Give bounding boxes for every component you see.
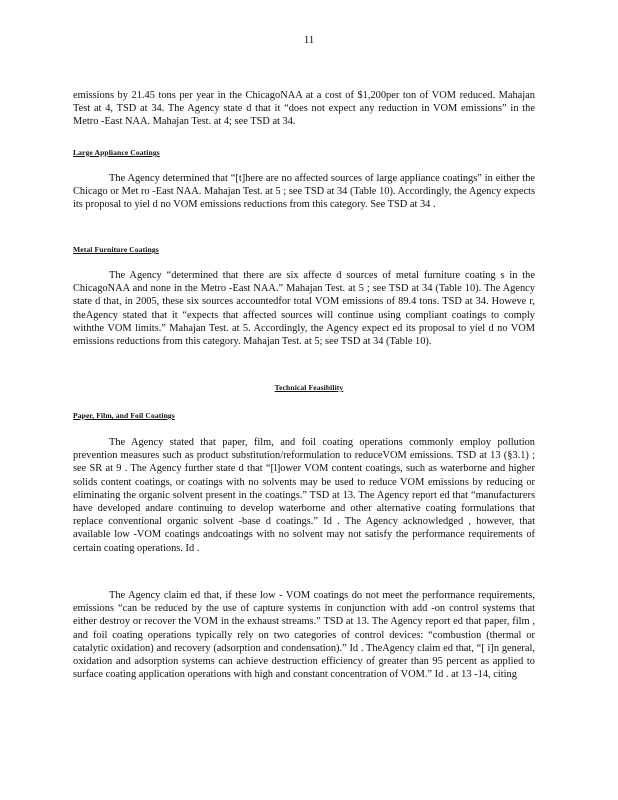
paragraph-capture-systems: The Agency claim ed that, if these low - VOM coatings do not meet the performance requirements, emissions “can be reduced by the use of capture systems in conjunction with add -on control systems that either destroy or recover the VOM in the exhaust streams.” TSD at 13. The Agency report ed that paper, film , and foil coating operations typically rely on two categories of control devices: “combustion (thermal or catalytic oxidation) and recovery (adsorption and condensation).” Id . TheAgency claim ed that, “[ i]n general, oxidation and adsorption systems can achieve destruction efficiency of greater than 95 percent as applied to surface coating application operations with high and constant concentration of VOM.” Id . at 13 -14, citing xyxy=(73,590,535,681)
page-number: 11 xyxy=(303,34,315,46)
heading-technical-feasibility: Technical Feasibility xyxy=(274,383,344,392)
heading-large-appliance-coatings: Large Appliance Coatings xyxy=(73,148,160,157)
heading-paper-film-foil-coatings: Paper, Film, and Foil Coatings xyxy=(73,411,175,420)
heading-metal-furniture-coatings: Metal Furniture Coatings xyxy=(73,245,159,254)
paragraph-paper-film-foil: The Agency stated that paper, film, and foil coating operations commonly employ pollution prevention measures such as product substitution/reformulation to reduceVOM emissions. TSD at 13 (§3.1) ; see SR at 9 . The Agency further state d that “[l]ower VOM content coatings, such as waterborne and higher solids content coatings, or coatings with no solvents may be used to reduce VOM emissions by reducing or eliminating the organic solvent present in the coatings.” TSD at 13. The Agency report ed that “manufacturers have developed andare continuing to develop waterborne and other alternative coating formulations that replace conventional organic solvent -base d coatings.” Id . The Agency acknowledged , however, that available low -VOM coatings andcoatings with no solvent may not satisfy the performance requirements of certain coating operations. Id . xyxy=(73,437,535,554)
paragraph-large-appliance: The Agency determined that “[t]here are no affected sources of large appliance coatings” in either the Chicago or Met ro -East NAA. Mahajan Test. at 5 ; see TSD at 34 (Table 10). Accordingly, the Agency expects its proposal to yiel d no VOM emissions reductions from this category. See TSD at 34 . xyxy=(73,173,535,211)
paragraph-chicago-emissions: emissions by 21.45 tons per year in the ChicagoNAA at a cost of $1,200per ton of VOM reduced. Mahajan Test at 4, TSD at 34. The Agency state d that it “does not expect any reduction in VOM emissions” in the Metro -East NAA. Mahajan Test. at 4; see TSD at 34. xyxy=(73,90,535,128)
paragraph-metal-furniture: The Agency “determined that there are six affecte d sources of metal furniture coating s in the ChicagoNAA and none in the Metro -East NAA.” Mahajan Test. at 5 ; see TSD at 34 (Table 10). The Agency state d that, in 2005, these six sources accountedfor total VOM emissions of 89.4 tons. TSD at 34. Howeve r, theAgency stated that it “expects that affected sources will continue using compliant coatings to comply withthe VOM limits.” Mahajan Test. at 5. Accordingly, the Agency expect ed its proposal to yiel d no VOM emissions reductions from this category. Mahajan Test. at 5; see TSD at 34 (Table 10). xyxy=(73,270,535,348)
